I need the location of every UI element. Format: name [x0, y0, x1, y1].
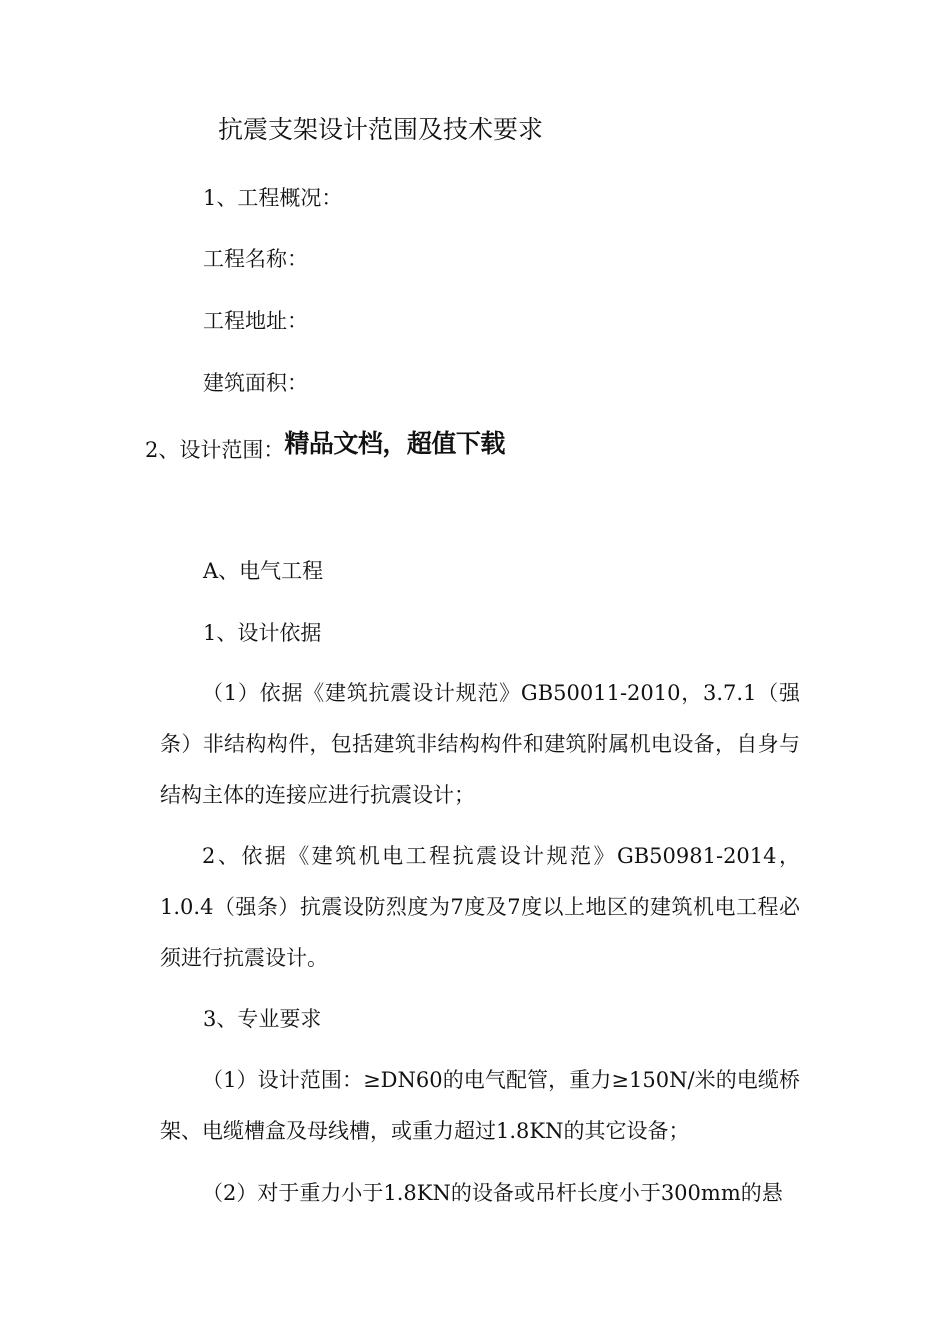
design-basis-heading: 1、设计依据 [203, 621, 322, 645]
requirement-paragraph-2: （2）对于重力小于1.8KN的设备或吊杆长度小于300mm的悬 [202, 1181, 783, 1205]
field-project-address: 工程地址： [203, 309, 308, 333]
section-2-heading: 2、设计范围： [145, 438, 285, 462]
field-building-area: 建筑面积： [203, 371, 308, 395]
section-2-row [145, 429, 505, 464]
document-title: 抗震支架设计范围及技术要求 [218, 115, 544, 144]
electrical-heading: A、电气工程 [203, 559, 324, 583]
section-1-heading: 1、工程概况： [203, 186, 343, 210]
promo-banner-text: 精品文档，超值下载 [284, 429, 505, 458]
requirements-heading: 3、专业要求 [203, 1007, 322, 1031]
basis-paragraph-1: （1）依据《建筑抗震设计规范》GB50011-2010，3.7.1（强条）非结构构件，包括建筑非结构构件和建筑附属机电设备，自身与结构主体的连接应进行抗震设计； [160, 681, 800, 807]
field-project-name: 工程名称： [203, 247, 308, 271]
requirement-paragraph-1: （1）设计范围：≥DN60的电气配管，重力≥150N/米的电缆桥架、电缆槽盒及母线槽，或重力超过1.8KN的其它设备； [160, 1068, 800, 1143]
basis-paragraph-2: 2、依据《建筑机电工程抗震设计规范》GB50981-2014，1.0.4（强条）抗震设防烈度为7度及7度以上地区的建筑机电工程必须进行抗震设计。 [160, 844, 800, 970]
